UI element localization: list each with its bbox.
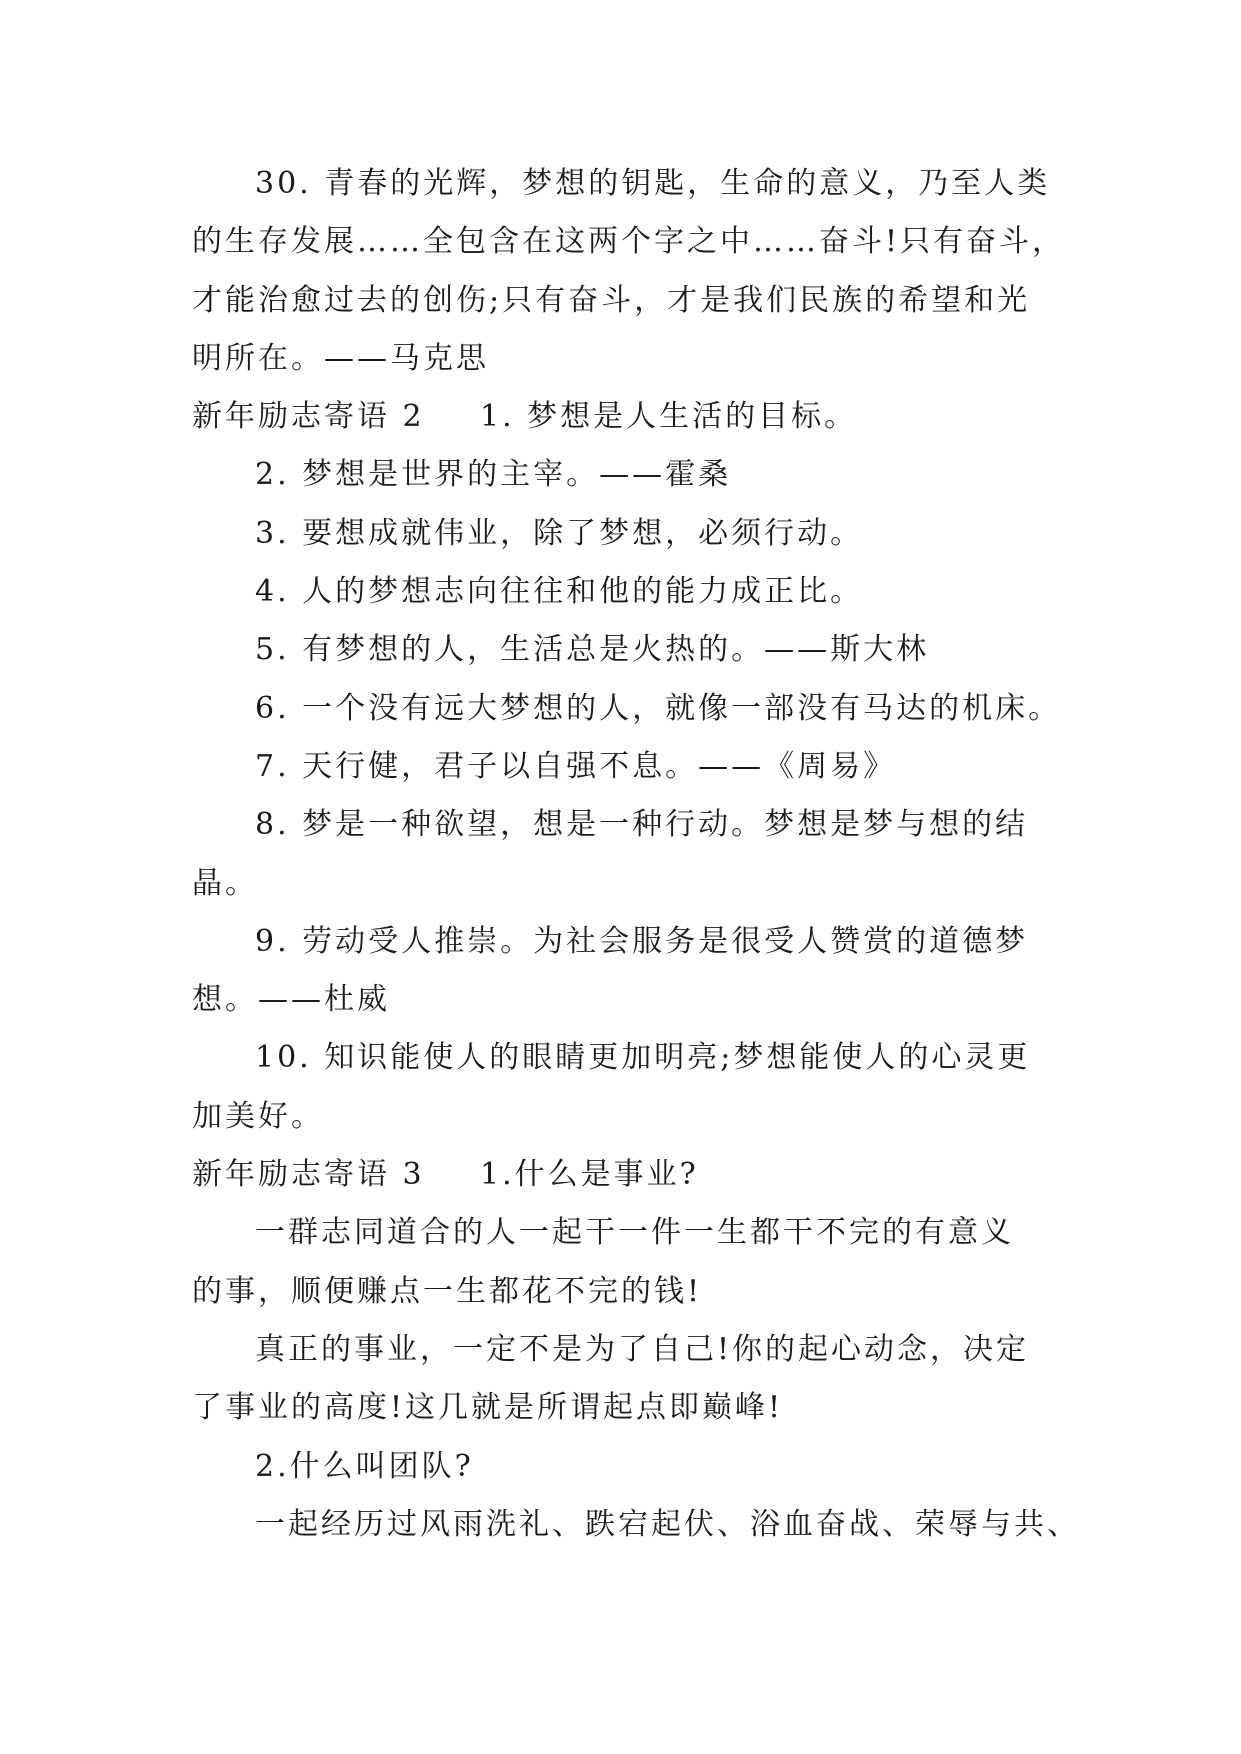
text-line: 明所在。——马克思 [192, 340, 489, 376]
text-line: 一起经历过风雨洗礼、跌宕起伏、浴血奋战、荣辱与共、 [255, 1506, 1080, 1542]
text-line: 晶。 [192, 865, 258, 901]
list-item: 3. 要想成就伟业，除了梦想，必须行动。 [255, 515, 864, 551]
text-line: 想。——杜威 [192, 982, 390, 1018]
list-item [192, 913, 1152, 1030]
list-item: 7. 天行健，君子以自强不息。——《周易》 [255, 748, 897, 784]
list-item [192, 796, 1152, 913]
text-line: 的生存发展……全包含在这两个字之中……奋斗!只有奋斗， [192, 224, 1066, 260]
paragraph [192, 1321, 1152, 1438]
question-text: 2.什么叫团队? [255, 1448, 474, 1484]
text-line: 了事业的高度!这几就是所谓起点即巅峰! [192, 1390, 784, 1426]
section-heading: 新年励志寄语 3 [192, 1157, 425, 1193]
section-heading-row [192, 388, 1152, 446]
text-line: 加美好。 [192, 1098, 324, 1134]
paragraph [192, 155, 1152, 388]
list-item: 6. 一个没有远大梦想的人，就像一部没有马达的机床。 [255, 690, 1062, 726]
document-page [192, 155, 1152, 1554]
question-text: 1.什么是事业? [480, 1157, 699, 1193]
paragraph [192, 1204, 1152, 1321]
list-item-text: 1. 梦想是人生活的目标。 [480, 399, 858, 435]
text-line: 9. 劳动受人推崇。为社会服务是很受人赞赏的道德梦 [255, 923, 1029, 959]
text-line: 8. 梦是一种欲望，想是一种行动。梦想是梦与想的结 [255, 807, 1029, 843]
section-heading: 新年励志寄语 2 [192, 399, 425, 435]
text-line: 才能治愈过去的创伤;只有奋斗，才是我们民族的希望和光 [192, 282, 1031, 318]
text-line: 一群志同道合的人一起干一件一生都干不完的有意义 [255, 1215, 1014, 1251]
section-heading-row [192, 1146, 1152, 1204]
text-line: 真正的事业，一定不是为了自己!你的起心动念，决定 [255, 1331, 1030, 1367]
text-line: 30. 青春的光辉，梦想的钥匙，生命的意义，乃至人类 [255, 166, 1051, 201]
list-item: 2. 梦想是世界的主宰。——霍桑 [255, 457, 732, 493]
text-line: 的事，顺便赚点一生都花不完的钱! [192, 1273, 703, 1309]
text-line: 10. 知识能使人的眼睛更加明亮;梦想能使人的心灵更 [255, 1040, 1031, 1076]
list-item [192, 1029, 1152, 1146]
list-item: 4. 人的梦想志向往往和他的能力成正比。 [255, 574, 864, 610]
paragraph [192, 1496, 1152, 1554]
list-item: 5. 有梦想的人，生活总是火热的。——斯大林 [255, 632, 930, 668]
